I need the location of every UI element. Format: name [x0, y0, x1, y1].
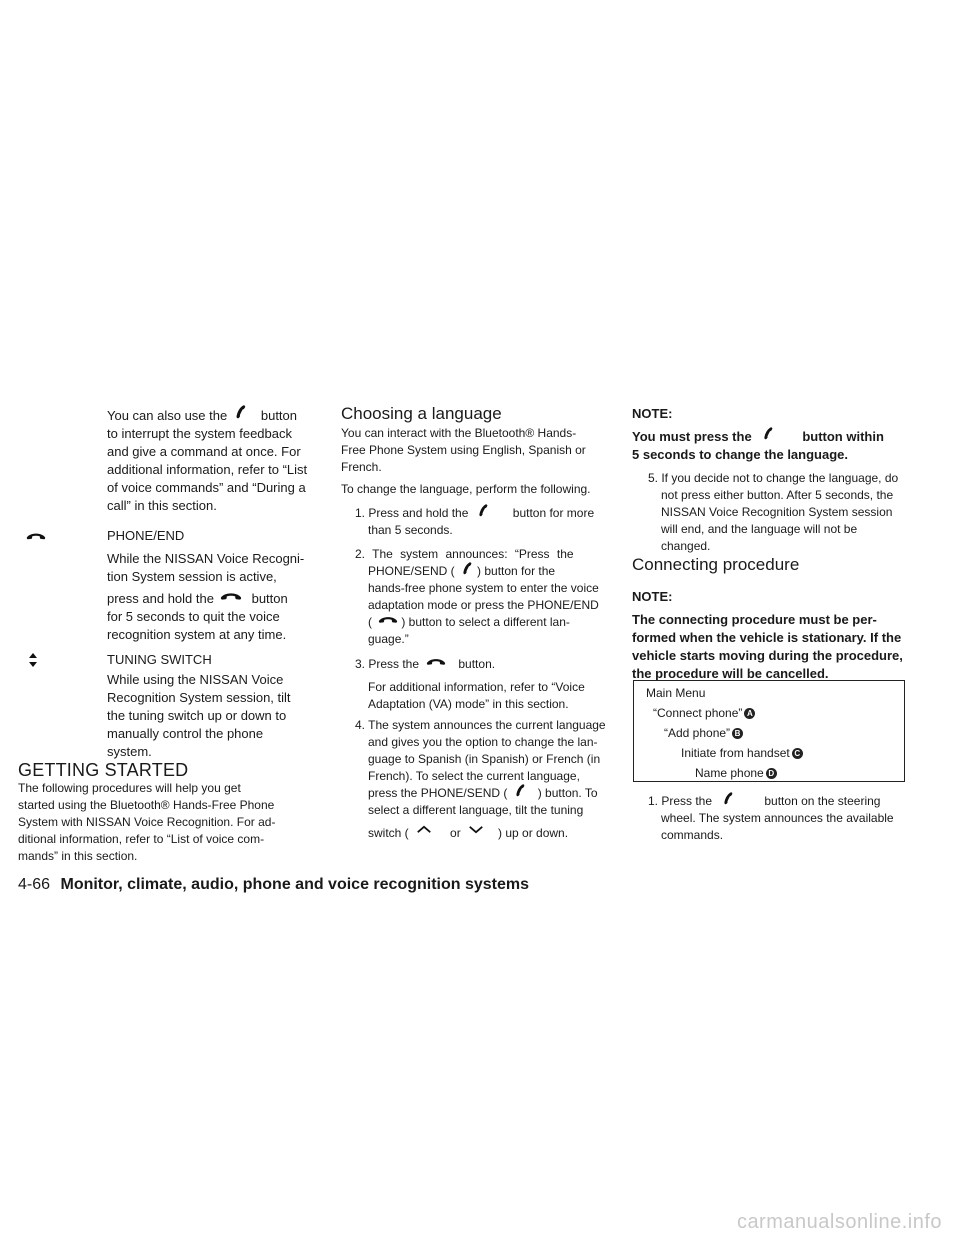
change-language-line: To change the language, perform the following. [341, 482, 591, 496]
language-step-3: 3. Press the button. For additional information, refer to “Voice Adaptation (VA) mode” in this section. [355, 657, 585, 711]
phone-send-icon [462, 561, 473, 575]
phone-end-title: PHONE/END [107, 528, 185, 543]
main-menu-box [633, 680, 905, 782]
menu-item-initiate-from-handset: Initiate from handset C [681, 745, 803, 762]
getting-started-heading: GETTING STARTED [18, 760, 189, 780]
tuning-switch-title: TUNING SWITCH [107, 652, 212, 667]
chevron-down-icon [468, 825, 484, 834]
getting-started-body: The following procedures will help you get started using the Bluetooth® Hands-Free Phone System with NISSAN Voice Recognition. For ad- ditional information, refer to “List of voice com- mands” in this section. [18, 781, 276, 863]
phone-end-icon [220, 591, 242, 601]
phone-end-icon [426, 657, 446, 666]
chevron-up-icon [416, 825, 432, 834]
phone-send-icon [723, 791, 734, 805]
phone-send-icon [235, 404, 247, 419]
choosing-language-intro: You can interact with the Bluetooth® Hands- Free Phone System using English, Spanish or French. [341, 426, 586, 474]
choosing-language-heading: Choosing a language [341, 404, 502, 423]
phone-end-icon [378, 615, 398, 624]
watermark: carmanualsonline.info [736, 1211, 942, 1233]
phone-send-icon [515, 783, 526, 797]
connecting-step-1: 1. Press the button on the steering wheel. The system announces the available commands. [648, 793, 906, 844]
note-stationary: The connecting procedure must be per- formed when the vehicle is stationary. If the vehicle starts moving during the procedure, the procedure will be cancelled. [632, 612, 903, 681]
language-step-5: 5. If you decide not to change the language, do not press either button. After 5 seconds, the NISSAN Voice Recognition System session will end, and the language will not be changed. [648, 471, 899, 553]
phone-send-icon [763, 426, 774, 440]
menu-item-connect-phone: “Connect phone” A [653, 705, 755, 722]
phone-send-icon [478, 503, 489, 517]
tuning-switch-section: TUNING SWITCH While using the NISSAN Voice Recognition System session, tilt the tuning switch up or down to manually control the phone system. [107, 651, 319, 761]
page-footer [18, 876, 529, 894]
menu-item-add-phone: “Add phone” B [664, 725, 743, 742]
main-menu-title: Main Menu [646, 686, 706, 700]
language-step-4: 4. The system announces the current language and gives you the option to change the lan- guage to Spanish (in Spanish) or French (in French). To select the current language, press the PHONE/SEND ( ) button. To select a different language, tilt the tuning switch ( or ) up or down. [355, 718, 606, 840]
page-number: 4-66 [18, 876, 51, 893]
note-press-within-5s: You must press the button within 5 seconds to change the language. [632, 428, 907, 464]
tuning-switch-icon [28, 652, 38, 668]
language-step-2: 2. The system announces: “Press the PHONE/SEND ( ) button for the hands-free phone system to enter the voice adaptation mode or press the PHONE/END ( ) button to select a different lan- guage.” [355, 547, 599, 646]
feedback-paragraph: You can also use the button to interrupt the system feedback and give a command at once. For additional information, refer to “List of voice commands” and “During a call” in this section. [107, 407, 319, 515]
note-label: NOTE: [632, 406, 673, 421]
menu-item-name-phone: Name phone D [695, 765, 777, 782]
phone-end-section: PHONE/END While the NISSAN Voice Recogni- tion System session is active, press and hold the button for 5 seconds to quit the voice recognition system at any time. [107, 527, 319, 644]
phone-end-icon [26, 531, 46, 541]
connecting-procedure-heading: Connecting procedure [632, 555, 800, 574]
language-step-1: 1. Press and hold the button for more than 5 seconds. [355, 505, 613, 539]
section-title: Monitor, climate, audio, phone and voice recognition systems [60, 876, 530, 893]
note-label: NOTE: [632, 589, 673, 604]
